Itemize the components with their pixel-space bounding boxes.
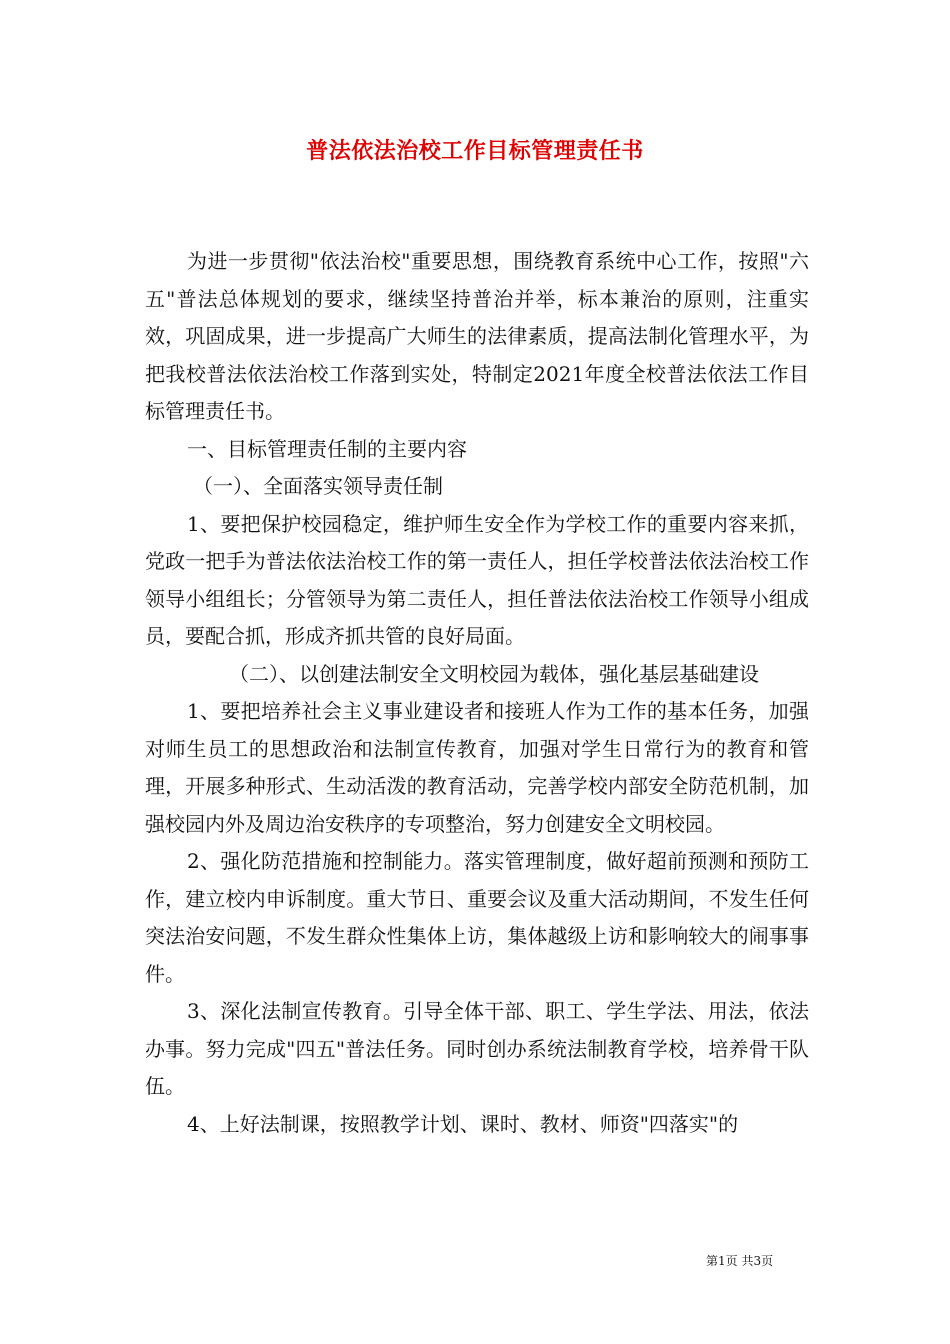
- paragraph-item-2-2: 2、强化防范措施和控制能力。落实管理制度，做好超前预测和预防工作，建立校内申诉制度。重大节日、重要会议及重大活动期间，不发生任何突法治安问题，不发生群众性集体上访，集体越级上访和影响较大的闹事事件。: [145, 849, 809, 986]
- paragraph-item-1-1: 1、要把保护校园稳定，维护师生安全作为学校工作的重要内容来抓，党政一把手为普法依法治校工作的第一责任人，担任学校普法依法治校工作领导小组组长；分管领导为第二责任人，担任普法依法治校工作领导小组成员，要配合抓，形成齐抓共管的良好局面。: [145, 511, 809, 648]
- subsection-heading-1: （一）、全面落实领导责任制: [193, 474, 443, 498]
- page-number: 第1页 共3页: [706, 1254, 774, 1268]
- subsection-heading-2: （二）、以创建法制安全文明校园为载体，强化基层基础建设: [229, 661, 759, 686]
- document-body: [145, 243, 809, 1143]
- document-title: 普法依法治校工作目标管理责任书: [306, 138, 644, 164]
- paragraph-item-2-3: 3、深化法制宣传教育。引导全体干部、职工、学生学法、用法，依法办事。努力完成"四五"普法任务。同时创办系统法制教育学校，培养骨干队伍。: [145, 999, 809, 1098]
- intro-paragraph: 为进一步贯彻"依法治校"重要思想，围绕教育系统中心工作，按照"六五"普法总体规划的要求，继续坚持普治并举，标本兼治的原则，注重实效，巩固成果，进一步提高广大师生的法律素质，提高法制化管理水平，为把我校普法依法治校工作落到实处，特制定2021年度全校普法依法工作目标管理责任书。: [145, 249, 809, 423]
- section-heading-1: 一、目标管理责任制的主要内容: [187, 436, 467, 461]
- paragraph-item-2-1: 1、要把培养社会主义事业建设者和接班人作为工作的基本任务，加强对师生员工的思想政治和法制宣传教育，加强对学生日常行为的教育和管理，开展多种形式、生动活泼的教育活动，完善学校内部安全防范机制，加强校园内外及周边治安秩序的专项整治，努力创建安全文明校园。: [145, 699, 809, 836]
- paragraph-item-2-4: 4、上好法制课，按照教学计划、课时、教材、师资"四落实"的: [187, 1111, 739, 1136]
